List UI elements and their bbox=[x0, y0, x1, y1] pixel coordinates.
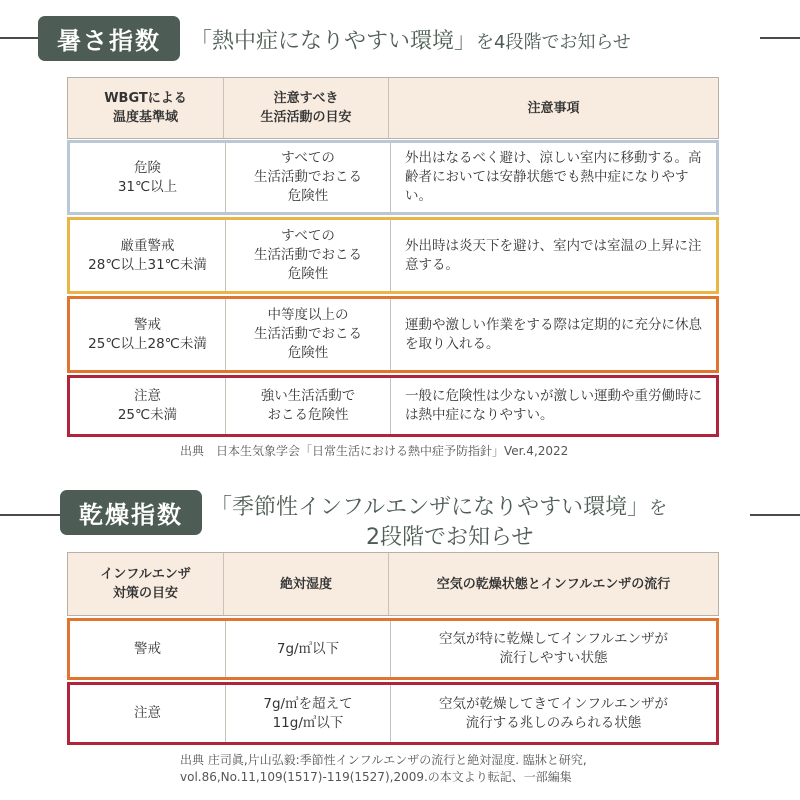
heat-level-cell: 危険 31℃以上 bbox=[117, 159, 178, 195]
section1-headline-main: 「熱中症になりやすい環境」 bbox=[190, 29, 477, 54]
header-dryness-flu: 空気の乾燥状態とインフルエンザの流行 bbox=[388, 553, 718, 615]
heat-level-cell: 警戒 25℃以上28℃未満 bbox=[88, 316, 207, 352]
section2-source-line1: 出典 庄司眞,片山弘毅:季節性インフルエンザの流行と絶対湿度. 臨牀と研究, bbox=[180, 753, 587, 767]
dry-level-cell: 警戒 bbox=[134, 640, 161, 657]
section2-source-line2: vol.86,No.11,109(1517)-119(1527),2009.の本文より転記、一部編集 bbox=[180, 770, 572, 784]
heat-row-warning bbox=[67, 296, 719, 373]
heat-row-danger bbox=[67, 140, 719, 215]
section1-badge: 暑さ指数 bbox=[38, 16, 180, 61]
heat-level-cell: 注意 25℃未満 bbox=[117, 388, 178, 423]
dry-table-header bbox=[67, 552, 719, 616]
header-wbgt-range: WBGTによる 温度基準域 bbox=[104, 91, 187, 125]
section2-left-rule bbox=[0, 514, 60, 516]
section1-right-rule bbox=[760, 37, 800, 39]
heat-table-header bbox=[67, 77, 719, 139]
heat-activity-cell: 中等度以上の 生活活動でおこる 危険性 bbox=[225, 299, 390, 370]
heat-level-cell: 厳重警戒 28℃以上31℃未満 bbox=[88, 237, 207, 273]
heat-note-cell: 外出時は炎天下を避け、室内では室温の上昇に注意する。 bbox=[390, 220, 716, 291]
heat-activity-cell: 強い生活活動で おこる危険性 bbox=[225, 378, 390, 434]
heat-note-cell: 運動や激しい作業をする際は定期的に充分に休息を取り入れる。 bbox=[390, 299, 716, 370]
dry-note-cell: 空気が乾燥してきてインフルエンザが 流行する兆しのみられる状態 bbox=[390, 685, 716, 742]
section1-headline bbox=[190, 24, 631, 55]
dry-note-cell: 空気が特に乾燥してインフルエンザが 流行しやすい状態 bbox=[390, 621, 716, 677]
dry-row-caution bbox=[67, 682, 719, 745]
section2-badge: 乾燥指数 bbox=[60, 490, 202, 535]
dry-row-warning bbox=[67, 618, 719, 680]
header-precautions: 注意事項 bbox=[388, 78, 718, 138]
section2-headline-line2: 2段階でお知らせ bbox=[366, 525, 534, 550]
header-flu-guide: インフルエンザ 対策の目安 bbox=[100, 567, 191, 601]
dry-humidity-cell: 7g/㎥を超えて 11g/㎥以下 bbox=[225, 685, 390, 742]
section1-left-rule bbox=[0, 37, 38, 39]
heat-note-cell: 一般に危険性は少ないが激しい運動や重労働時には熱中症になりやすい。 bbox=[390, 378, 716, 434]
section2-headline-line1 bbox=[210, 490, 667, 521]
heat-activity-cell: すべての 生活活動でおこる 危険性 bbox=[225, 143, 390, 212]
section1-headline-suffix: を4段階でお知らせ bbox=[476, 32, 631, 53]
section2-headline-main: 「季節性インフルエンザになりやすい環境」 bbox=[210, 495, 650, 520]
heat-row-caution bbox=[67, 375, 719, 437]
dry-level-cell: 注意 bbox=[134, 705, 161, 721]
header-activity-guide: 注意すべき 生活活動の目安 bbox=[223, 78, 388, 138]
dry-humidity-cell: 7g/㎥以下 bbox=[225, 621, 390, 677]
section2-right-rule bbox=[750, 514, 800, 516]
heat-activity-cell: すべての 生活活動でおこる 危険性 bbox=[225, 220, 390, 291]
header-absolute-humidity: 絶対湿度 bbox=[223, 553, 388, 615]
heat-note-cell: 外出はなるべく避け、涼しい室内に移動する。高齢者においては安静状態でも熱中症になりやすい。 bbox=[390, 143, 716, 212]
section1-source: 出典 日本生気象学会「日常生活における熱中症予防指針」Ver.4,2022 bbox=[180, 444, 569, 458]
section2-headline-suffix: を bbox=[649, 498, 668, 519]
heat-row-severe-warning bbox=[67, 217, 719, 294]
